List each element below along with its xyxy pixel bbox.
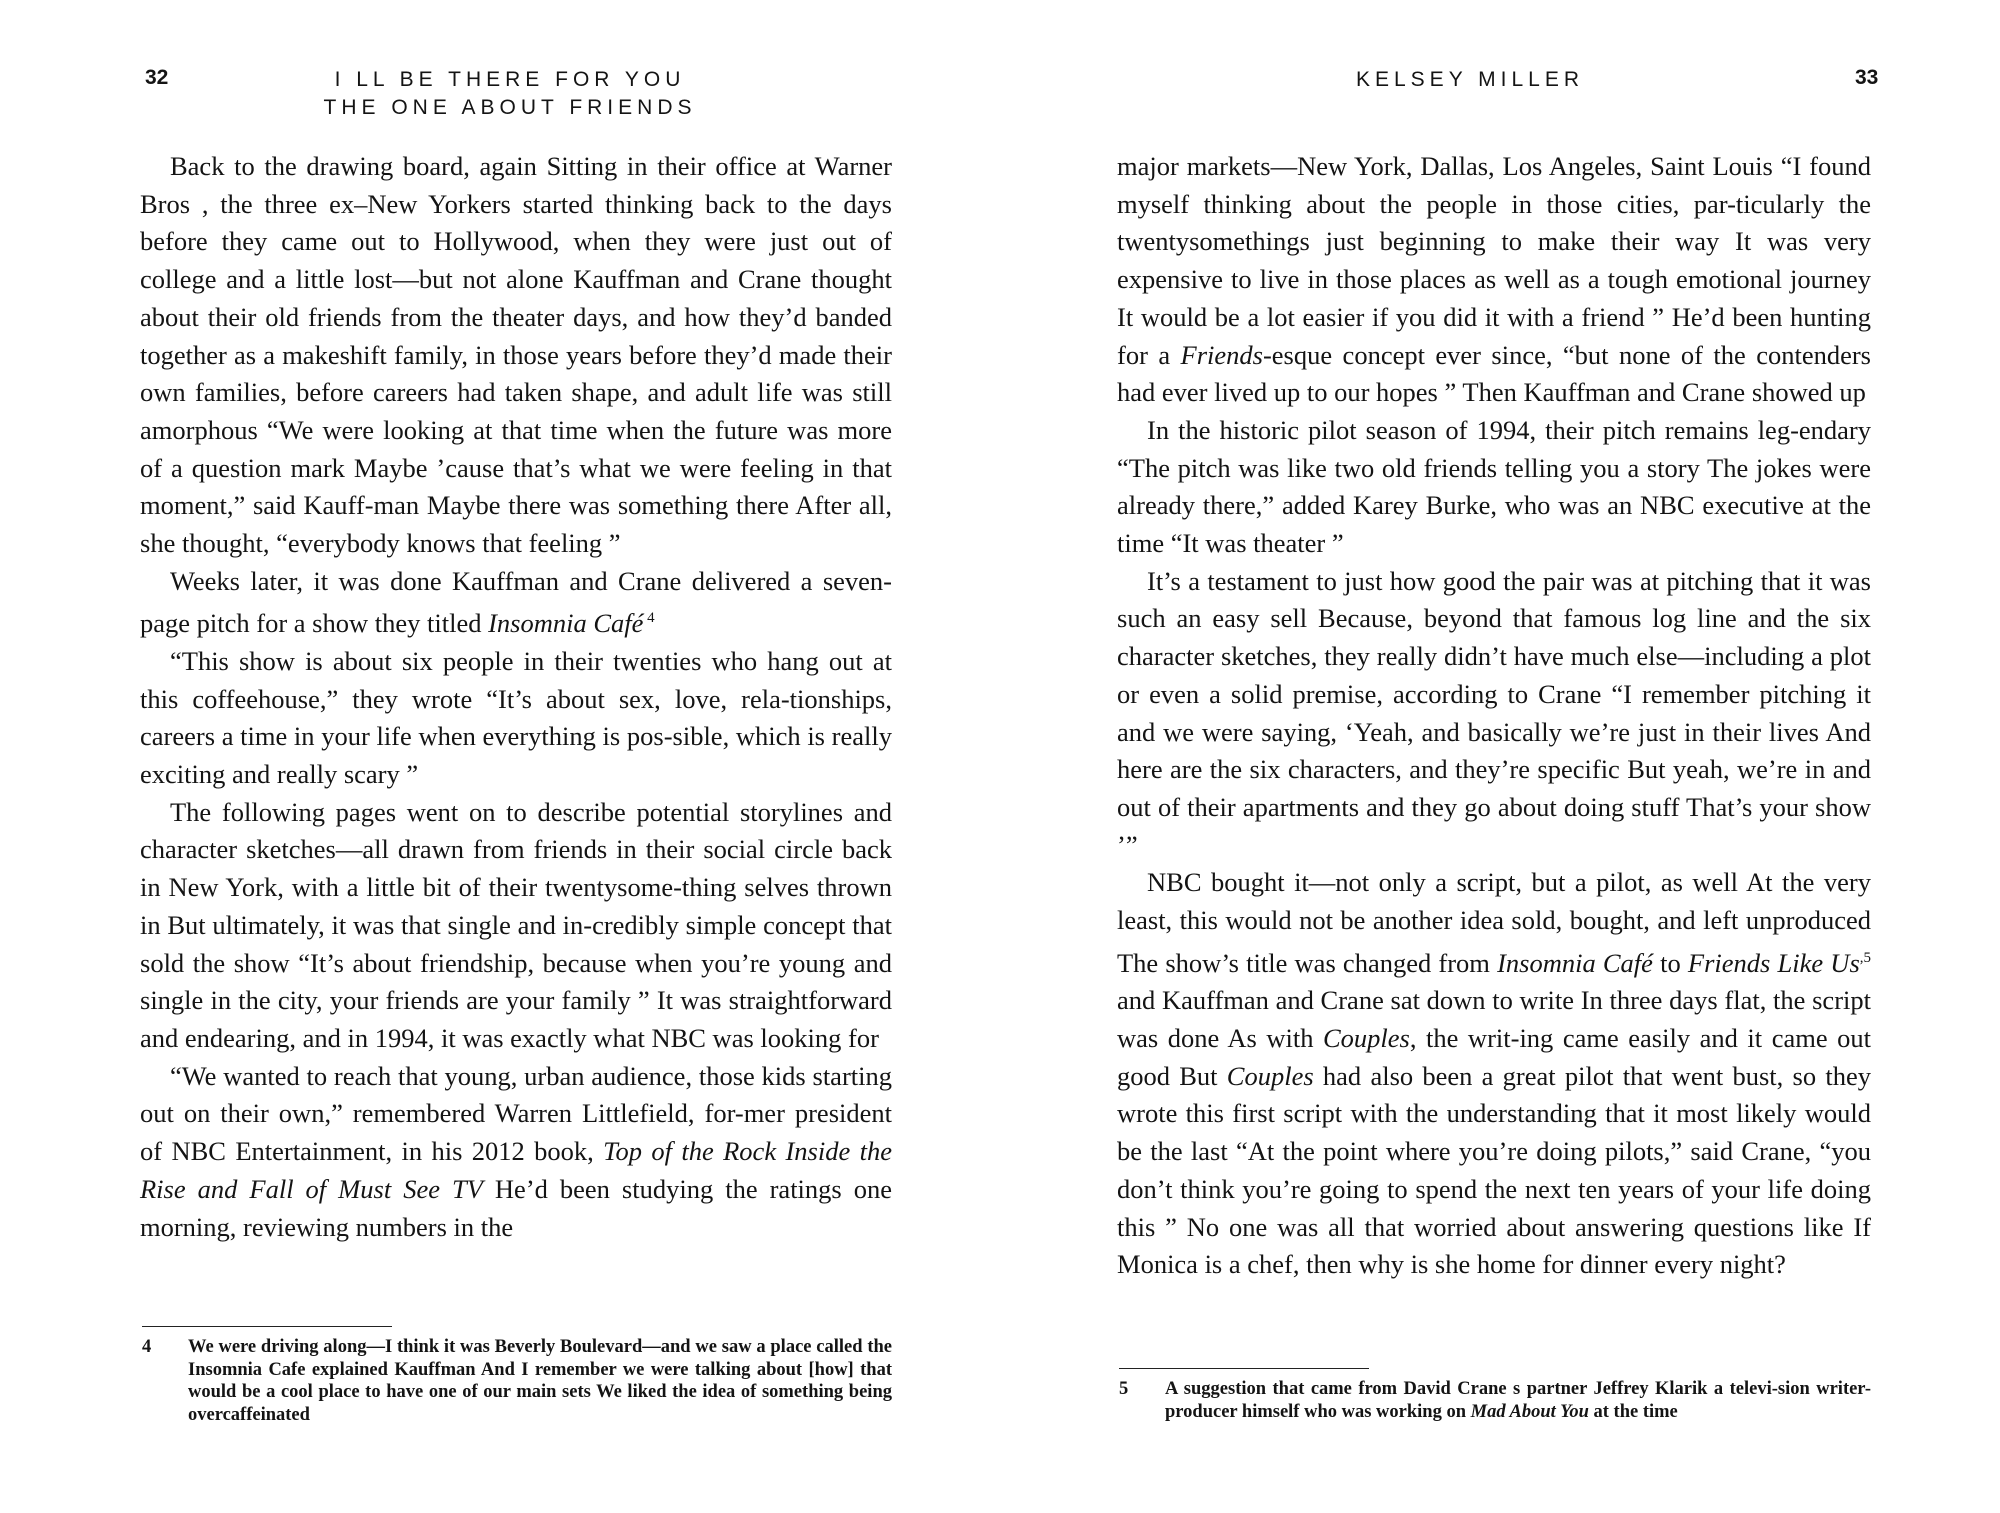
paragraph: Back to the drawing board, again Sitting in their office at Warner Bros , the three ex–New Yorkers started thinking back to the days before they came out to Hollywood, when they were just out of college and a little lost—but not alone Kauffman and Crane thought about their old friends from the theater days, and how they’d banded together as a makeshift family, in those years before they’d made their own families, before careers had taken shape, and adult life was still amorphous “We were looking at that time when the future was more of a question mark Maybe ’cause that’s what we were feeling in that moment,” said Kauff-man Maybe there was something there After all, she thought, “everybody knows that feeling ” — [140, 151, 892, 559]
show-title-italic: Friends Like Us — [1687, 947, 1860, 978]
paragraph: “We wanted to reach that young, urban audience, those kids starting out on their own,” remembered Warren Littlefield, for-mer president of NBC Entertainment, in his 2012 book, Top of the Rock Inside the Rise and Fall of Must See TV He’d been studying the ratings one morning, reviewing numbers in the — [140, 1060, 892, 1242]
book-title-italic: Insomnia Café — [488, 608, 644, 639]
show-title-italic: Couples — [1226, 1060, 1314, 1091]
footnote-number: 4 — [142, 1337, 152, 1357]
right-body-text — [1117, 148, 1871, 1284]
show-title-italic: Couples — [1322, 1023, 1410, 1053]
footnote-text: We were driving along—I think it was Beverly Boulevard—and we saw a place called the Insomnia Cafe explained Kauffman And I remember we were talking about [how] that would be a cool place to have one of our main sets We liked the idea of something being overcaffeinated — [188, 1337, 892, 1425]
running-head-line2: THE ONE ABOUT FRIENDS — [323, 96, 697, 119]
paragraph: major markets—New York, Dallas, Los Angeles, Saint Louis “I found myself thinking about the people in those cities, par-ticularly the twentysomethings just beginning to make their way It was very expensive to live in those places as well as a tough emotional journey It would be a lot easier if you did it with a friend ” He’d been hunting for a Friends-esque concept ever since, “but none of the contenders had ever lived up to our hopes ” Then Kauffman and Crane showed up — [1117, 151, 1871, 408]
footnote-5 — [1119, 1378, 1871, 1423]
left-body-text — [140, 148, 892, 1246]
running-head-line1: I LL BE THERE FOR YOU — [334, 68, 686, 91]
running-head-author: KELSEY MILLER — [1355, 68, 1585, 91]
paragraph: NBC bought it—not only a script, but a pilot, as well At the very least, this would not be another idea sold, bought, and left unproduced The show’s title was changed from Insomnia Café to Friends Like $Us^{,5}$ and Kauffman and Crane sat down to write In three days flat, the script was done As with Couples, the writ-ing came easily and it came out good But Couples had also been a great pilot that went bust, so they wrote this first script with the understanding that it most likely would be the last “At the point where you’re doing pilots,” said Crane, “you don’t think you’re going to spend the next ten years of your life doing this ” No one was all that worried about answering questions like If Monica is a chef, then why is she home for dinner every night? — [1117, 867, 1872, 1280]
show-title-italic: Insomnia Café — [1497, 947, 1653, 978]
footnote-ref: ,5 — [1859, 949, 1872, 966]
book-title-italic: Top of the Rock Inside the Rise and Fall of Must See TV — [140, 1136, 892, 1204]
paragraph: The following pages went on to describe potential storylines and character sketches—all drawn from friends in their social circle back in New York, with a little bit of their twentysome-thing selves thrown in But ultimately, it was that single and in-credibly simple concept that sold the show “It’s about friendship, because when you’re young and single in the city, your friends are your family ” It was straightforward and endearing, and in 1994, it was exactly what NBC was looking for — [140, 796, 892, 1053]
right-page — [1000, 0, 2000, 1513]
show-title-italic: Mad About You — [1470, 1401, 1589, 1422]
page-number-right: 33 — [1855, 66, 1879, 89]
page-number-left: 32 — [145, 66, 169, 89]
footnote-number: 5 — [1119, 1379, 1129, 1399]
paragraph: In the historic pilot season of 1994, their pitch remains leg-endary “The pitch was like two old friends telling you a story The jokes were already there,” added Karey Burke, who was an NBC executive at the time “It was theater ” — [1117, 414, 1871, 559]
footnote-text: A suggestion that came from David Crane s partner Jeffrey Klarik a televi-sion writer-producer himself who was working on Mad About You at the time — [1165, 1379, 1871, 1422]
running-head-book-title — [220, 66, 800, 122]
show-title-italic: Friends — [1180, 339, 1263, 370]
paragraph: “This show is about six people in their twenties who hang out at this coffeehouse,” they wrote “It’s about sex, love, rela-tionships, careers a time in your life when everything is pos-sible, which is really exciting and really scary ” — [140, 645, 892, 790]
footnote-rule — [142, 1326, 392, 1327]
footnote-ref: 4 — [643, 610, 655, 627]
paragraph: It’s a testament to just how good the pair was at pitching that it was such an easy sell Because, beyond that famous log line and the six character sketches, they really didn’t have much else—including a plot or even a solid premise, according to Crane “I remember pitching it and we were saying, ‘Yeah, and basically we’re just in their lives And here are the six characters, and they’re specific But yeah, we’re in and out of their apartments and they go about doing stuff That’s your show ’” — [1117, 565, 1871, 860]
footnote-4 — [142, 1336, 892, 1426]
paragraph: Weeks later, it was done Kauffman and Crane delivered a seven-page pitch for a show they titled Insomnia Café $^4$ — [140, 565, 892, 639]
footnote-rule — [1119, 1368, 1369, 1369]
